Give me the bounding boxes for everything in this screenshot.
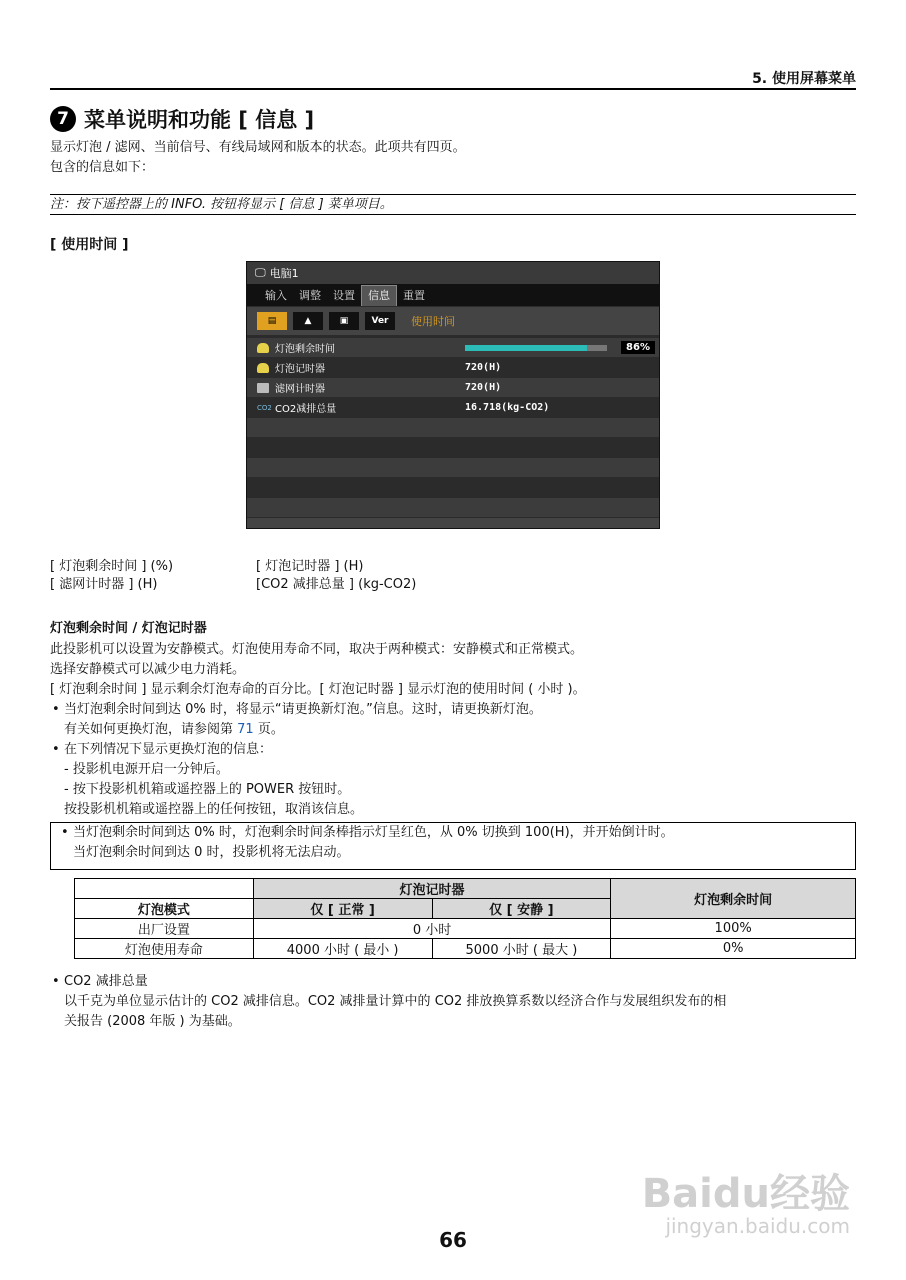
source-page-icon[interactable]: ▲ bbox=[293, 312, 323, 330]
table-cell: 出厂设置 bbox=[75, 919, 254, 939]
filter-hours-value: 720(H) bbox=[465, 382, 502, 393]
osd-row-label: CO2减排总量 bbox=[275, 404, 337, 415]
baidu-watermark-url: jingyan.baidu.com bbox=[665, 1214, 850, 1238]
co2-line: 关报告 (2008 年版 ) 为基础。 bbox=[64, 1014, 241, 1029]
tab-setup[interactable]: 设置 bbox=[333, 289, 355, 302]
chapter-heading: 5. 使用屏幕菜单 bbox=[752, 71, 856, 87]
lamp-icon bbox=[257, 363, 269, 373]
monitor-icon: 🖵 bbox=[255, 266, 266, 279]
bullet-item bbox=[50, 740, 856, 820]
page-number: 66 bbox=[439, 1228, 467, 1252]
osd-row-co2 bbox=[247, 398, 659, 417]
table-cell-empty bbox=[75, 879, 254, 899]
filter-icon bbox=[257, 383, 269, 393]
osd-row-empty bbox=[247, 458, 659, 477]
table-cell: 灯泡使用寿命 bbox=[75, 939, 254, 959]
bullet-item bbox=[59, 823, 855, 863]
box-line: 当灯泡剩余时间到达 0 时，投影机将无法启动。 bbox=[73, 845, 350, 860]
table-cell: 4000 小时 ( 最小 ) bbox=[253, 939, 432, 959]
lamp-table bbox=[74, 878, 856, 959]
intro-line-2: 包含的信息如下： bbox=[50, 160, 155, 175]
tab-info[interactable]: 信息 bbox=[361, 285, 397, 306]
osd-row-lamp-remaining bbox=[247, 338, 659, 357]
paragraph: [ 灯泡剩余时间 ] 显示剩余灯泡寿命的百分比。[ 灯泡记时器 ] 显示灯泡的使用时间 ( 小时 )。 bbox=[50, 682, 586, 697]
text: 有关如何更换灯泡，请参阅第 bbox=[64, 722, 238, 737]
version-page-icon[interactable]: Ver bbox=[365, 312, 395, 330]
bullet-line: 按投影机机箱或遥控器上的任何按钮，取消该信息。 bbox=[64, 802, 364, 817]
intro-line-1: 显示灯泡 / 滤网、当前信号、有线局域网和版本的状态。此项共有四页。 bbox=[50, 140, 466, 155]
osd-row-empty bbox=[247, 418, 659, 437]
osd-page-icons bbox=[247, 307, 659, 335]
page-link[interactable]: 71 bbox=[237, 722, 254, 737]
osd-title-bar bbox=[247, 262, 659, 284]
osd-footer bbox=[247, 518, 659, 528]
legend-item: [ 滤网计时器 ] (H) bbox=[50, 577, 158, 592]
bullet-line bbox=[64, 720, 856, 740]
lamp-remaining-bar-fill bbox=[465, 345, 587, 351]
section-number-badge: 7 bbox=[50, 106, 76, 132]
lamp-remaining-bar bbox=[465, 345, 607, 351]
section-title: [ 使用时间 ] bbox=[50, 237, 129, 253]
body-text bbox=[50, 640, 856, 820]
osd-row-label: 滤网计时器 bbox=[275, 384, 325, 395]
osd-menu bbox=[246, 261, 660, 529]
table-header-eco: 仅 [ 安静 ] bbox=[432, 899, 611, 919]
bullet-item bbox=[50, 700, 856, 740]
table-header-normal: 仅 [ 正常 ] bbox=[253, 899, 432, 919]
co2-icon: CO2 bbox=[257, 403, 272, 412]
table-cell: 0% bbox=[611, 939, 856, 959]
co2-value: 16.718(kg-CO2) bbox=[465, 402, 550, 413]
table-cell: 5000 小时 ( 最大 ) bbox=[432, 939, 611, 959]
subheading: 灯泡剩余时间 / 灯泡记时器 bbox=[50, 621, 207, 636]
legend-item: [CO2 减排总量 ] (kg-CO2) bbox=[256, 577, 417, 592]
legend-item: [ 灯泡记时器 ] (H) bbox=[256, 559, 364, 574]
paragraph: 此投影机可以设置为安静模式。灯泡使用寿命不同，取决于两种模式：安静模式和正常模式。 bbox=[50, 642, 584, 657]
bullet-line: • 当灯泡剩余时间到达 0% 时，将显示“请更换新灯泡。”信息。这时，请更换新灯泡。 bbox=[64, 702, 542, 717]
osd-row-empty bbox=[247, 498, 659, 517]
header-rule bbox=[50, 88, 856, 90]
bullet-line: - 投影机电源开启一分钟后。 bbox=[64, 762, 229, 777]
osd-row-empty bbox=[247, 438, 659, 457]
osd-row-label: 灯泡记时器 bbox=[275, 364, 325, 375]
osd-row-lamp-hours bbox=[247, 358, 659, 377]
usage-time-page-icon[interactable]: ▤ bbox=[257, 312, 287, 330]
box-line: • 当灯泡剩余时间到达 0% 时，灯泡剩余时间条棒指示灯呈红色，从 0% 切换到 100(H)，并开始倒计时。 bbox=[73, 825, 674, 840]
note: 注：按下遥控器上的 INFO. 按钮将显示 [ 信息 ] 菜单项目。 bbox=[50, 194, 856, 215]
osd-row-filter-hours bbox=[247, 378, 659, 397]
tab-input[interactable]: 输入 bbox=[265, 289, 287, 302]
table-cell: 100% bbox=[611, 919, 856, 939]
table-cell: 0 小时 bbox=[253, 919, 611, 939]
intro-text bbox=[50, 138, 466, 178]
text: 页。 bbox=[253, 722, 284, 737]
lamp-hours-value: 720(H) bbox=[465, 362, 502, 373]
table-header-lamp-timer: 灯泡记时器 bbox=[253, 879, 611, 899]
page-title bbox=[50, 104, 314, 134]
network-page-icon[interactable]: ▣ bbox=[329, 312, 359, 330]
table-header-lamp-remaining: 灯泡剩余时间 bbox=[611, 879, 856, 919]
bullet-item bbox=[50, 972, 856, 1032]
table-row bbox=[75, 919, 856, 939]
tab-adjust[interactable]: 调整 bbox=[299, 289, 321, 302]
baidu-watermark-logo: Baidu经验 bbox=[641, 1171, 850, 1217]
info-box bbox=[50, 822, 856, 870]
tab-reset[interactable]: 重置 bbox=[403, 289, 425, 302]
paragraph: 选择安静模式可以减少电力消耗。 bbox=[50, 662, 246, 677]
lamp-remaining-value: 86% bbox=[621, 341, 655, 354]
osd-row-label: 灯泡剩余时间 bbox=[275, 344, 335, 355]
bullet-line: - 按下投影机机箱或遥控器上的 POWER 按钮时。 bbox=[64, 782, 351, 797]
osd-row-empty bbox=[247, 478, 659, 497]
co2-title: • CO2 减排总量 bbox=[64, 974, 148, 989]
lamp-icon bbox=[257, 343, 269, 353]
bullet-line: • 在下列情况下显示更换灯泡的信息： bbox=[64, 742, 273, 757]
osd-window-title: 电脑1 bbox=[269, 267, 299, 280]
osd-tabs bbox=[247, 284, 659, 306]
table-row bbox=[75, 939, 856, 959]
osd-page-name: 使用时间 bbox=[411, 315, 455, 328]
page-title-text: 菜单说明和功能 [ 信息 ] bbox=[84, 108, 315, 132]
co2-section bbox=[50, 972, 856, 1032]
co2-line: 以千克为单位显示估计的 CO2 减排信息。CO2 减排量计算中的 CO2 排放换算系数以经济合作与发展组织发布的相 bbox=[64, 994, 727, 1009]
legend-item: [ 灯泡剩余时间 ] (%) bbox=[50, 559, 174, 574]
table-header-lamp-mode: 灯泡模式 bbox=[75, 899, 254, 919]
